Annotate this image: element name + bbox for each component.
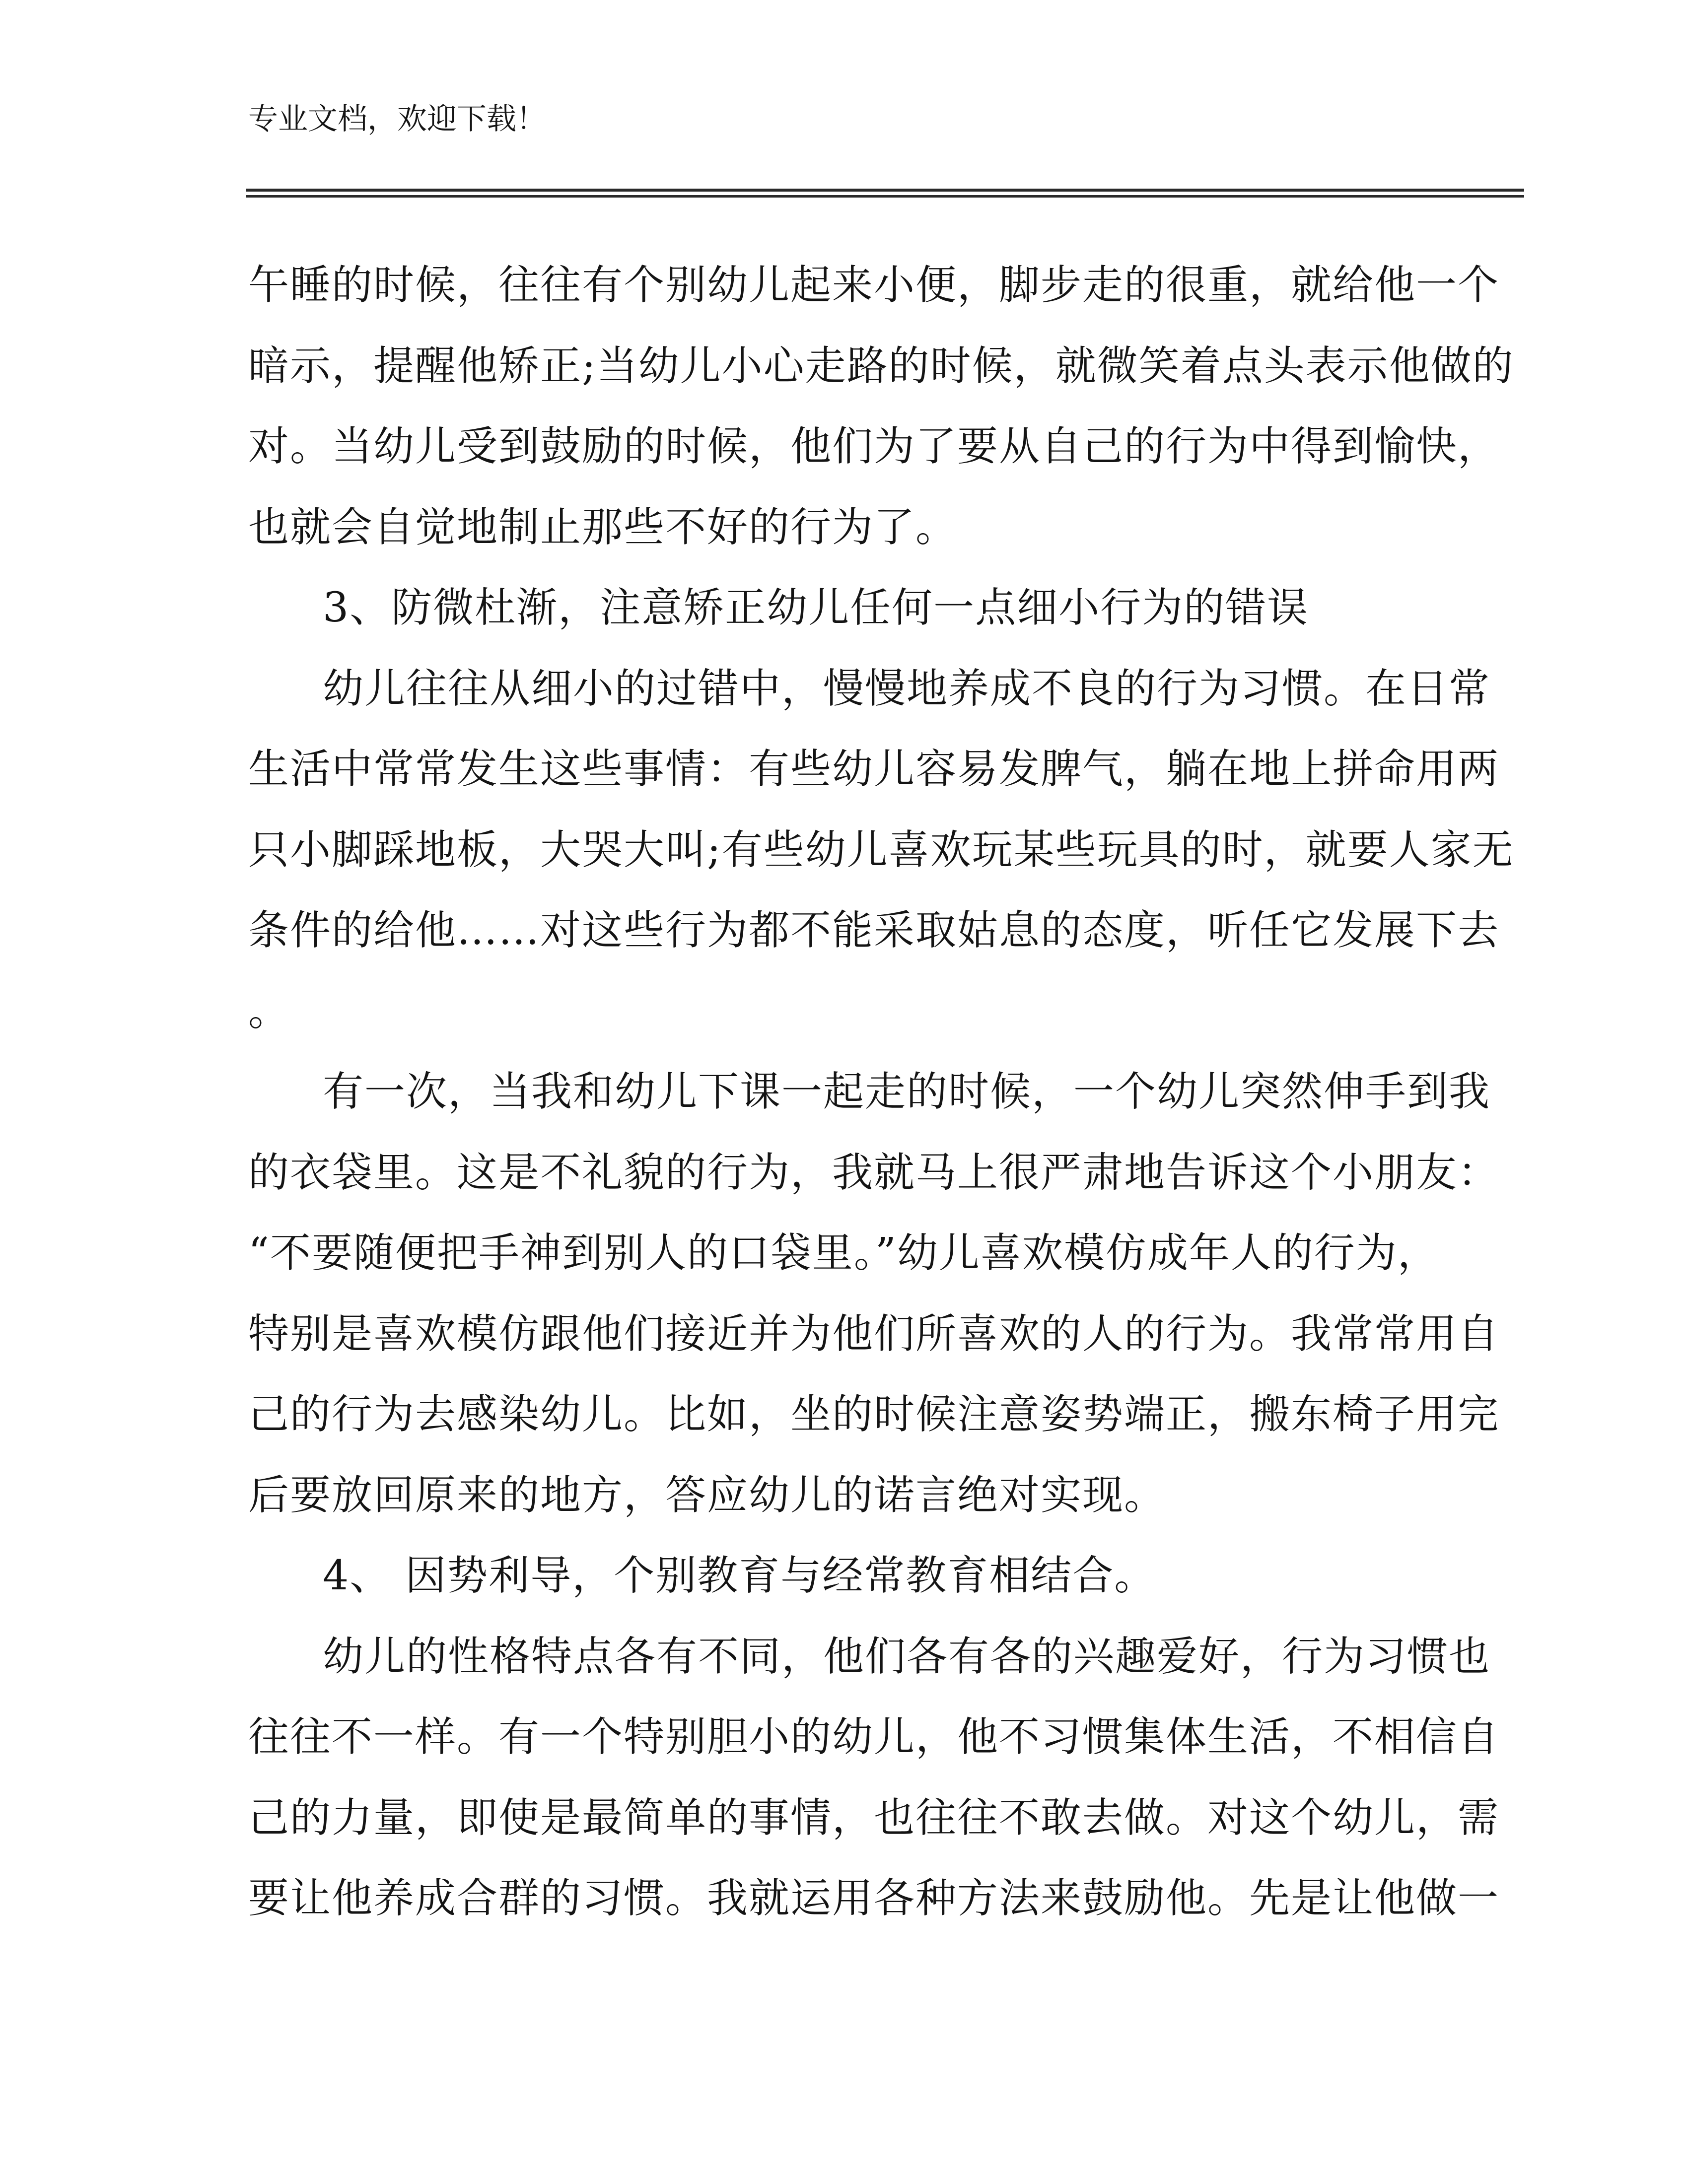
body-line: 条件的给他……对这些行为都不能采取姑息的态度，听任它发展下去 <box>248 907 1500 954</box>
body-line: 对。当幼儿受到鼓励的时候，他们为了要从自己的行为中得到愉快， <box>248 423 1500 470</box>
body-line: 幼儿的性格特点各有不同，他们各有各的兴趣爱好，行为习惯也 <box>323 1633 1491 1680</box>
body-line: 往往不一样。有一个特别胆小的幼儿，他不习惯集体生活，不相信自 <box>248 1713 1500 1761</box>
body-line: 要让他养成合群的习惯。我就运用各种方法来鼓励他。先是让他做一 <box>248 1875 1500 1922</box>
body-line: 己的力量，即使是最简单的事情，也往往不敢去做。对这个幼儿，需 <box>248 1794 1500 1842</box>
section-heading: 3、防微杜渐，注意矫正幼儿任何一点细小行为的错误 <box>323 584 1309 631</box>
body-line: 暗示，提醒他矫正;当幼儿小心走路的时候，就微笑着点头表示他做的 <box>248 342 1514 390</box>
body-line: 后要放回原来的地方，答应幼儿的诺言绝对实现。 <box>248 1472 1166 1519</box>
body-line: 生活中常常发生这些事情：有些幼儿容易发脾气，躺在地上拼命用两 <box>248 746 1500 793</box>
body-line: 。 <box>248 988 290 1035</box>
header-divider-top <box>246 189 1524 192</box>
body-line: 己的行为去感染幼儿。比如，坐的时候注意姿势端正，搬东椅子用完 <box>248 1391 1500 1438</box>
body-line: 的衣袋里。这是不礼貌的行为，我就马上很严肃地告诉这个小朋友： <box>248 1149 1500 1196</box>
body-line: 只小脚踩地板，大哭大叫;有些幼儿喜欢玩某些玩具的时，就要人家无 <box>248 826 1514 874</box>
body-line: 午睡的时候，往往有个别幼儿起来小便，脚步走的很重，就给他一个 <box>248 262 1500 309</box>
page-header-text: 专业文档，欢迎下载！ <box>248 102 546 136</box>
body-line: 特别是喜欢模仿跟他们接近并为他们所喜欢的人的行为。我常常用自 <box>248 1310 1500 1358</box>
body-line: 幼儿往往从细小的过错中，慢慢地养成不良的行为习惯。在日常 <box>323 665 1491 712</box>
section-heading: 4、 因势利导，个别教育与经常教育相结合。 <box>323 1552 1156 1599</box>
body-line: “不要随便把手神到别人的口袋里。”幼儿喜欢模仿成年人的行为， <box>248 1229 1439 1277</box>
body-line: 也就会自觉地制止那些不好的行为了。 <box>248 504 958 551</box>
body-line: 有一次，当我和幼儿下课一起走的时候，一个幼儿突然伸手到我 <box>323 1068 1491 1115</box>
header-divider-bottom <box>246 195 1524 198</box>
